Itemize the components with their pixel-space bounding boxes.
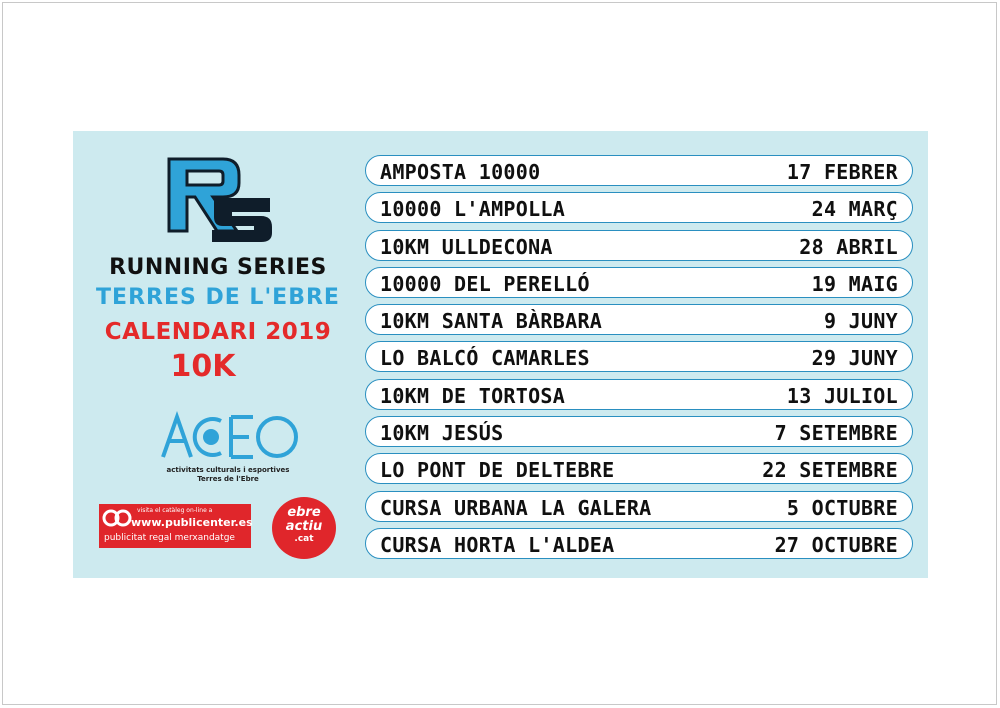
publicenter-icon: [102, 507, 132, 529]
race-row: [365, 304, 913, 335]
race-list: [365, 155, 913, 565]
race-date: 22 SETEMBRE: [762, 458, 898, 483]
aceo-subtitle-2: Terres de l'Ebre: [197, 475, 259, 483]
race-date: 13 JULIOL: [786, 383, 898, 408]
race-name: 10KM ULLDECONA: [380, 234, 553, 259]
race-date: 19 MAIG: [811, 271, 898, 296]
race-name: AMPOSTA 10000: [380, 160, 541, 184]
race-name: LO PONT DE DELTEBRE: [380, 458, 615, 483]
race-row: [365, 379, 913, 410]
title-terres-de-lebre: TERRES DE L'EBRE: [96, 285, 340, 310]
race-row: [365, 416, 913, 447]
publicenter-url: www.publicenter.es: [131, 516, 253, 529]
race-name: 10KM SANTA BÀRBARA: [380, 309, 603, 334]
race-name: CURSA HORTA L'ALDEA: [380, 532, 615, 557]
publicenter-line-3: publicitat regal merxandatge: [104, 533, 235, 543]
publicenter-line-1: visita el catàleg on-line a: [137, 507, 213, 514]
ebreactiu-line-2: actiu: [285, 519, 323, 534]
calendar-panel: [73, 131, 928, 578]
race-date: 5 OCTUBRE: [786, 495, 898, 520]
aceo-logo: [153, 407, 303, 467]
title-distance: 10K: [170, 349, 236, 384]
race-name: 10000 L'AMPOLLA: [380, 197, 566, 222]
title-running-series: RUNNING SERIES: [109, 255, 327, 280]
race-row: [365, 341, 913, 372]
race-name: LO BALCÓ CAMARLES: [380, 346, 590, 371]
race-date: 17 FEBRER: [786, 160, 898, 184]
race-date: 24 MARÇ: [811, 197, 898, 222]
race-name: CURSA URBANA LA GALERA: [380, 495, 652, 520]
ebreactiu-line-1: ebre: [287, 505, 321, 520]
ebreactiu-line-3: .cat: [294, 534, 314, 544]
branding-column: [73, 131, 363, 578]
race-row: [365, 192, 913, 223]
race-row: [365, 453, 913, 484]
race-row: [365, 230, 913, 261]
race-name: 10KM JESÚS: [380, 421, 504, 446]
publicenter-banner: [99, 504, 251, 548]
race-date: 7 SETEMBRE: [774, 421, 898, 446]
race-date: 28 ABRIL: [799, 234, 898, 259]
ebreactiu-logo: [272, 497, 336, 559]
race-row: [365, 491, 913, 522]
race-date: 9 JUNY: [823, 309, 898, 334]
race-row: [365, 528, 913, 559]
race-date: 29 JUNY: [811, 346, 898, 371]
rs-logo: [165, 153, 275, 243]
race-row: [365, 267, 913, 298]
race-name: 10KM DE TORTOSA: [380, 383, 566, 408]
race-row: [365, 155, 913, 186]
race-name: 10000 DEL PERELLÓ: [380, 271, 590, 296]
race-date: 27 OCTUBRE: [774, 532, 898, 557]
title-calendari: CALENDARI 2019: [104, 319, 332, 345]
aceo-subtitle-1: activitats culturals i esportives: [166, 466, 290, 474]
